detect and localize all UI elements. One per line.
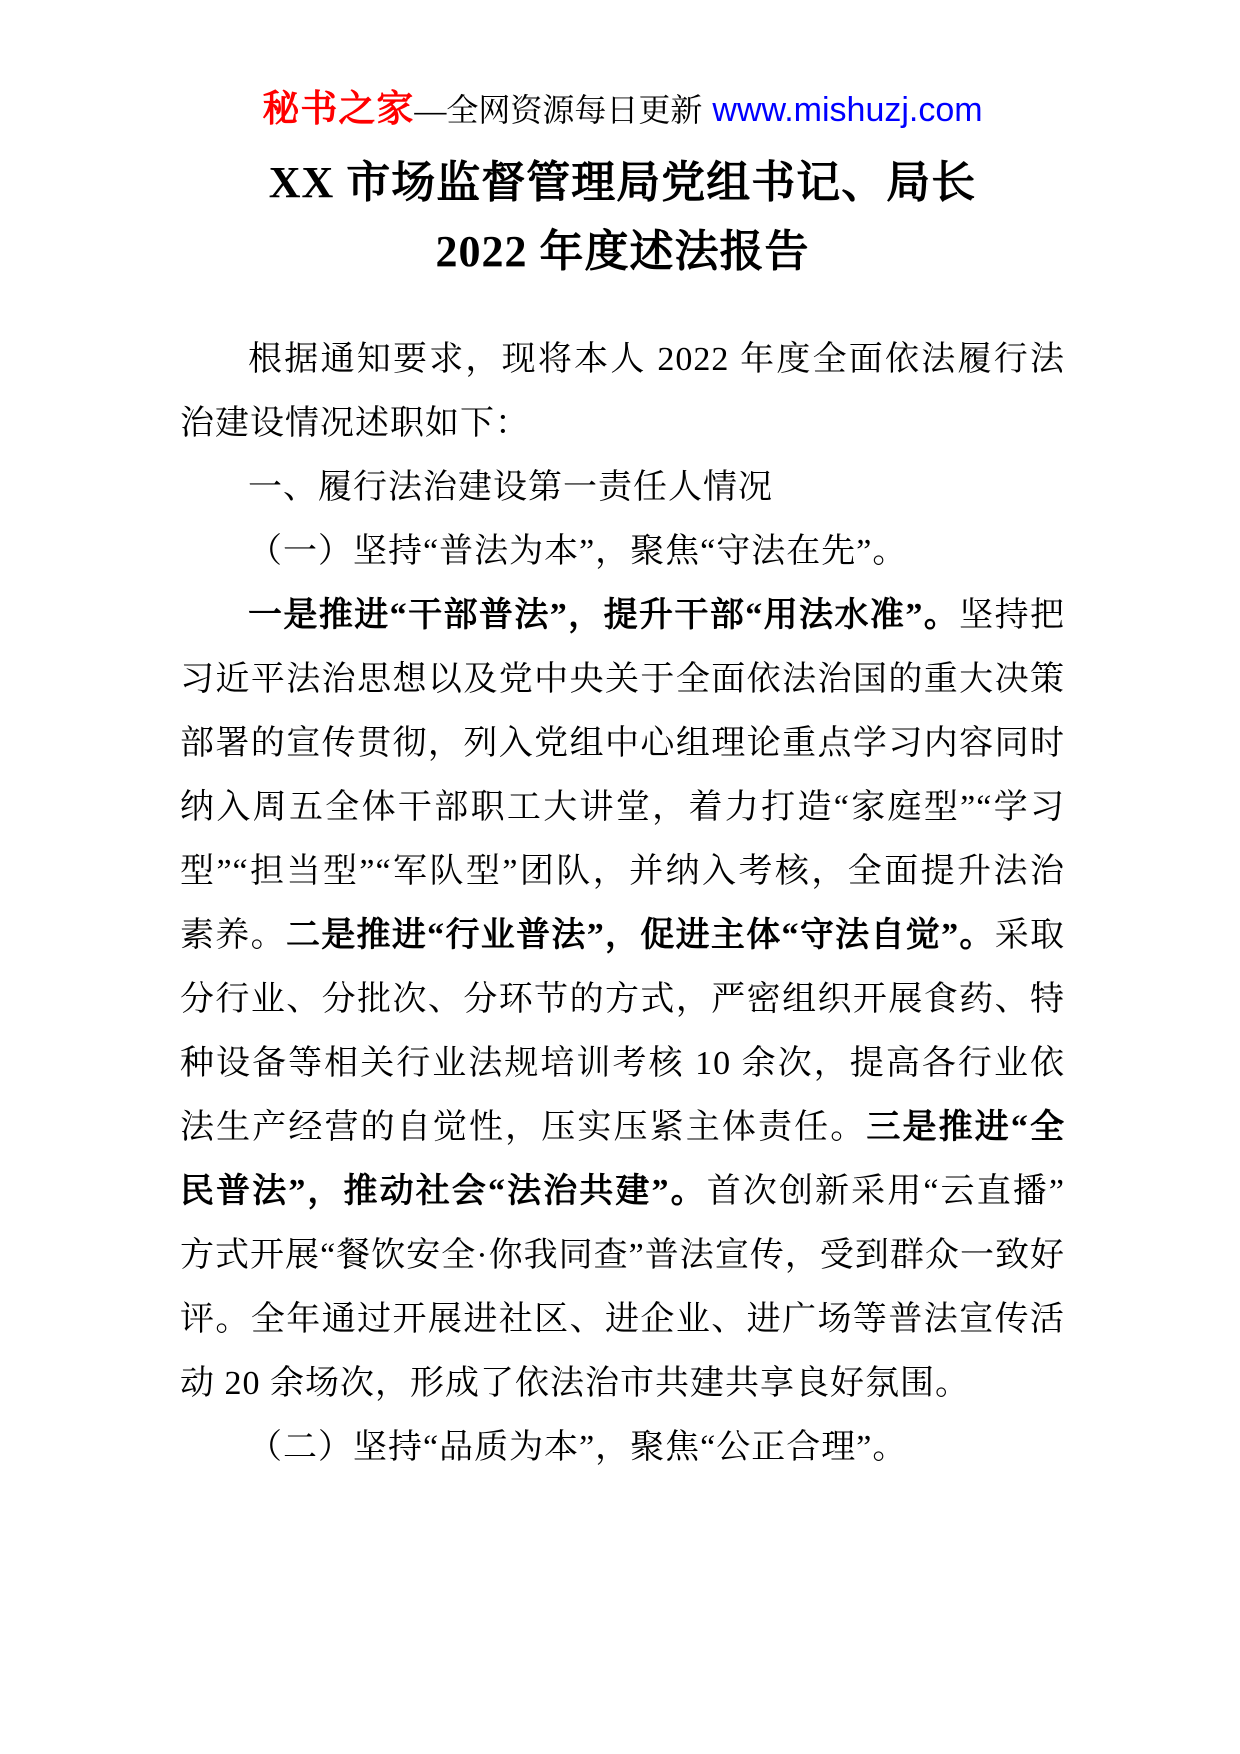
text-run: 采取分行业、分批次、分环节的方式，严密组织开展食药、特种设备等相关行业法规培训考核 10 余次，提高各行业依法生产经营的自觉性，压实压紧主体责任。 [180,917,1066,1146]
site-header [180,88,1065,132]
paragraph-intro [180,328,1065,456]
paragraph-sub-1-body [180,584,1065,1416]
site-name: 秘书之家 [262,89,415,130]
text-run: （二）坚持“品质为本”，聚焦“公正合理”。 [248,1429,908,1466]
emphasis-run: 一是推进“干部普法”，提升干部“用法水准”。 [248,597,960,634]
site-tagline: —全网资源每日更新 [414,92,703,128]
text-run: 首次创新采用“云直播”方式开展“餐饮安全·你我同查”普法宣传，受到群众一致好评。全年通过开展进社区、进企业、进广场等普法宣传活动 20 余场次，形成了依法治市共建共享良好氛围。 [180,1173,1065,1402]
text-run: 根据通知要求，现将本人 2022 年度全面依法履行法治建设情况述职如下： [180,341,1065,442]
document-title [180,148,1065,286]
title-line-2: 2022 年度述法报告 [435,227,810,276]
text-run: 坚持把习近平法治思想以及党中央关于全面依法治国的重大决策部署的宣传贯彻，列入党组中心组理论重点学习内容同时纳入周五全体干部职工大讲堂，着力打造“家庭型”“学习型”“担当型”“军队型”团队，并纳入考核，全面提升法治素养。 [180,597,1066,954]
text-run: 一、履行法治建设第一责任人情况 [248,469,773,506]
text-run: （一）坚持“普法为本”，聚焦“守法在先”。 [248,533,908,570]
emphasis-run: 二是推进“行业普法”，促进主体“守法自觉”。 [285,917,995,954]
site-url-link[interactable]: www.mishuzj.com [712,91,983,129]
paragraph-section-1-heading [180,456,1065,520]
title-line-1: XX 市场监督管理局党组书记、局长 [268,158,977,207]
paragraph-sub-1-heading [180,520,1065,584]
emphasis-run: 三是推进“全民普法”，推动社会“法治共建”。 [180,1109,1065,1210]
paragraph-sub-2-heading [180,1416,1065,1480]
document-body [180,328,1065,1480]
